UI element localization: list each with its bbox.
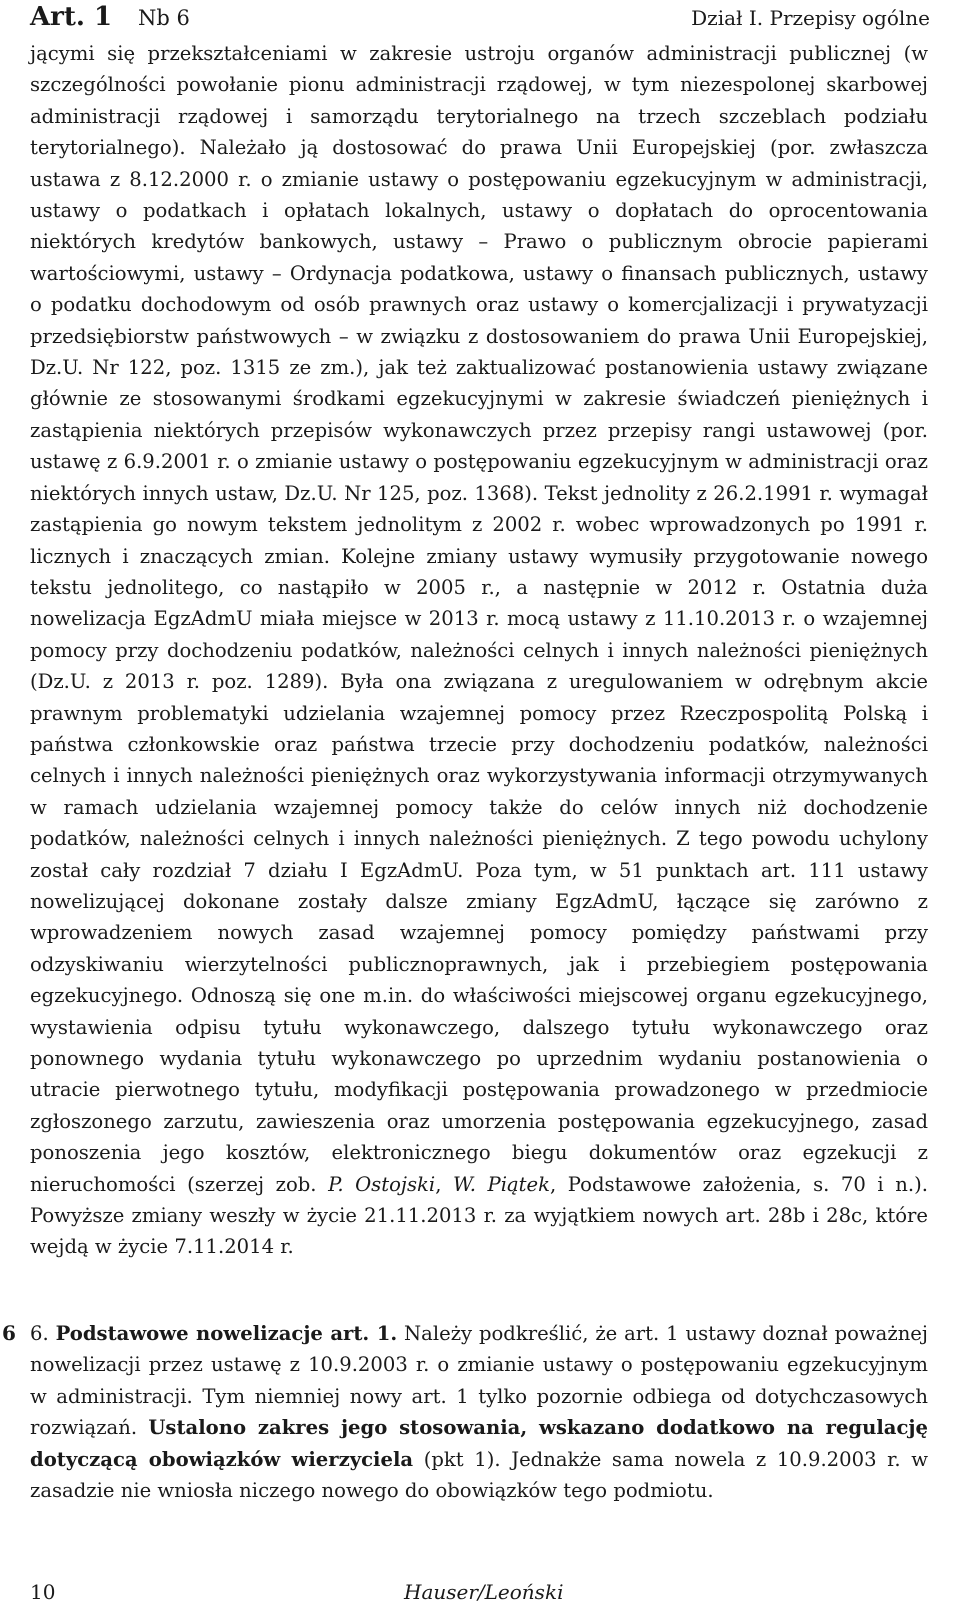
paragraph-number: 6.	[30, 1322, 56, 1345]
paragraph-text: Należy podkreślić, że art. 1 ustawy doznał poważnej nowelizacji przez ustawę z 10.9.2003 r. o zmianie ustawy o postępowaniu egzekucyjnym w administracji. Tym niemniej nowy art. 1 tylko pozornie odbiega od dotychczasowych rozwiązań.	[30, 1322, 928, 1440]
article-label: Art. 1	[30, 2, 113, 32]
section-title: Dział I. Przepisy ogólne	[691, 6, 930, 30]
paragraph-text: , Podstawowe założenia, s. 70 i n.). Powyższe zmiany weszły w życie 21.11.2013 r. za wyjątkiem nowych art. 28b i 28c, które wejdą w życie 7.11.2014 r.	[30, 1172, 928, 1259]
footer-authors: Hauser/Leoński	[404, 1580, 564, 1604]
emphasized-text: Ustalono zakres jego stosowania, wskazano dodatkowo na regulację dotyczącą obowiązków wierzyciela	[30, 1416, 928, 1471]
cited-author: W. Piątek	[453, 1172, 550, 1196]
author-separator: ,	[435, 1172, 453, 1196]
paragraph-text: jącymi się przekształceniami w zakresie ustroju organów administracji publicznej (w szczególności powołanie pionu administracji rządowej, w tym niezespolonej skarbowej administracji rządowej i samorządu terytorialnego na trzech szczeblach podziału terytorialnego). Należało ją dostosować do prawa Unii Europejskiej (por. zwłaszcza ustawa z 8.12.2000 r. o zmianie ustawy o postępowaniu egzekucyjnym w administracji, ustawy o podatkach i opłatach lokalnych, ustawy o dopłatach do oprocentowania niektórych kredytów bankowych, ustawy – Prawo o publicznym obrocie papierami wartościowymi, ustawy – Ordynacja podatkowa, ustawy o finansach publicznych, ustawy o podatku dochodowym od osób prawnych oraz ustawy o komercjalizacji i prywatyzacji przedsiębiorstw państwowych – w związku z dostosowaniem do prawa Unii Europejskiej, Dz.U. Nr 122, poz. 1315 ze zm.), jak też zaktualizować postanowienia ustawy związane głównie ze stosowanymi środkami egzekucyjnymi w zakresie świadczeń pieniężnych i zastąpienia niektórych przepisów wykonawczych przez przepisy rangi ustawowej (por. ustawę z 6.9.2001 r. o zmianie ustawy o postępowaniu egzekucyjnym w administracji oraz niektórych innych ustaw, Dz.U. Nr 125, poz. 1368). Tekst jednolity z 26.2.1991 r. wymagał zastąpienia go nowym tekstem jednolitym z 2002 r. wobec wprowadzonych po 1991 r. licznych i znaczących zmian. Kolejne zmiany ustawy wymusiły przygotowanie nowego tekstu jednolitego, co nastąpiło w 2005 r., a następnie w 2012 r. Ostatnia duża nowelizacja EgzAdmU miała miejsce w 2013 r. mocą ustawy z 11.10.2013 r. o wzajemnej pomocy przy dochodzeniu podatków, należności celnych i innych należności pieniężnych (Dz.U. z 2013 r. poz. 1289). Była ona związana z uregulowaniem w odrębnym akcie prawnym problematyki udzielania wzajemnej pomocy przez Rzeczpospolitą Polską i państwa członkowskie oraz państwa trzecie przy dochodzeniu podatków, należności celnych i innych należności pieniężnych oraz wykorzystywania informacji otrzymywanych w ramach udzielania wzajemnej pomocy także do celów innych niż dochodzenie podatków, należności celnych i innych należności pieniężnych. Z tego powodu uchylony został cały rozdział 7 działu I EgzAdmU. Poza tym, w 51 punktach art. 111 ustawy nowelizującej dokonane zostały dalsze zmiany EgzAdmU, łączące się zarówno z wprowadzeniem nowych zasad wzajemnej pomocy pomiędzy państwami przy odzyskiwaniu wierzytelności publicznoprawnych, jak i przebiegiem postępowania egzekucyjnego. Odnoszą się one m.in. do właściwości miejscowej organu egzekucyjnego, wystawienia odpisu tytułu wykonawczego, dalszego tytułu wykonawczego oraz ponownego wydania tytułu wykonawczego po uprzednim wydaniu postanowienia o utracie pierwotnego tytułu, modyfikacji postępowania prowadzonego w przedmiocie zgłoszonego zarzutu, zawieszenia oraz umorzenia postępowania egzekucyjnego, zasad ponoszenia jego kosztów, elektronicznego biegu dokumentów oraz egzekucji z nieruchomości (szerzej zob.	[30, 42, 928, 1196]
paragraph-heading: Podstawowe nowelizacje art. 1.	[55, 1322, 398, 1345]
paragraph-text: (pkt 1). Jednakże sama nowela z 10.9.2003 r. w zasadzie nie wniosła niczego nowego do obowiązków tego podmiotu.	[30, 1447, 928, 1503]
margin-number: 6	[2, 1321, 16, 1345]
running-header	[30, 2, 930, 36]
cited-author: P. Ostojski	[328, 1172, 436, 1196]
marginal-number-label: Nb 6	[138, 6, 190, 30]
commentary-paragraph-continued	[30, 38, 928, 1263]
commentary-paragraph-6	[30, 1318, 928, 1506]
page-number: 10	[30, 1580, 56, 1604]
